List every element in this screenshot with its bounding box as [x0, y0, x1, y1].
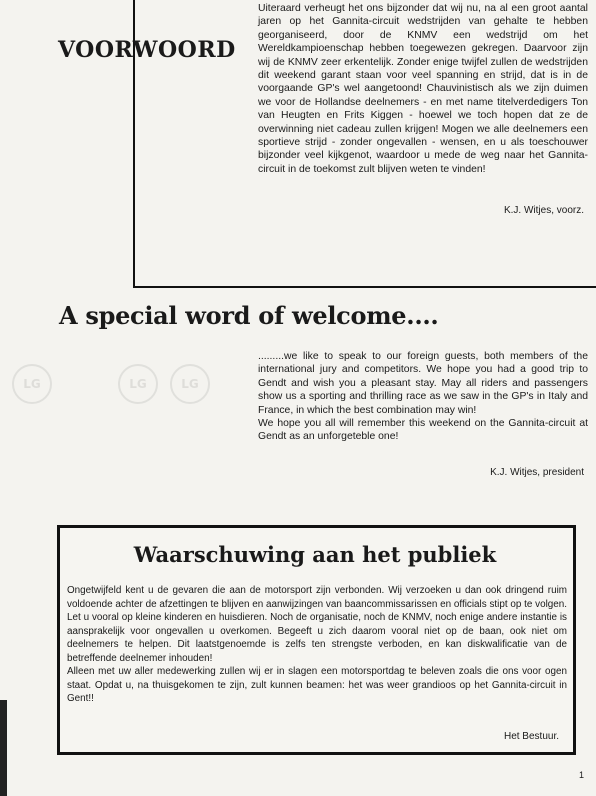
welcome-text — [258, 350, 588, 444]
welcome-paragraph: We hope you all will remember this weekend on the Gannita-circuit at Gendt as an unforgeteble one! — [258, 418, 588, 443]
bleed-logo-icon: LG — [118, 364, 158, 404]
voorwoord-signature: K.J. Witjes, voorz. — [503, 205, 584, 216]
welcome-heading: A special word of welcome.... — [59, 301, 439, 330]
bleed-logo-icon: LG — [12, 364, 52, 404]
bleed-logo-icon: LG — [170, 364, 210, 404]
divider-horizontal — [133, 286, 596, 288]
voorwoord-text: Uiteraard verheugt het ons bijzonder dat wij nu, na al een groot aantal jaren op het Gannita-circuit wedstrijden van gehalte te hebben georganiseerd, door de KNMV een wedstrijd om het Wereldkampioenschap hebben toegewezen gekregen. Daarvoor zijn wij de KNMV zeer erkentelijk. Zonder enige twijfel zullen de wedstrijden dit weekend garant staan voor veel spanning en strijd, dat is in de voorgaande GP's wel aangetoond! Chauvinistisch als we zijn duimen we voor de Hollandse deelnemers - en met name titelverdedigers Ton van Heugten en Frits Kiggen - hoewel we toch hopen dat ze de overwinning niet cadeau zullen krijgen! Mogen we alle deelnemers een sportieve strijd - zonder ongevallen - wensen, en u als toeschouwer bijzonder veel kijkgenot, waardoor u mede de weg naar het Gannita-circuit in de toekomst zult blijven weten te vinden! — [258, 3, 588, 175]
voorwoord-heading: VOORWOORD — [58, 37, 236, 63]
welcome-paragraph: .........we like to speak to our foreign guests, both members of the international jury and competitors. We hope you had a good trip to Gendt and wish you a pleasant stay. May all riders and passengers show us a sporting and thrilling race as we saw in the GP's in Italy and France, in which the best combination may win! — [258, 351, 588, 416]
warning-paragraph: Ongetwijfeld kent u de gevaren die aan de motorsport zijn verbonden. Wij verzoeken u dan ook dringend ruim voldoende achter de afzettingen te blijven en aanwijzingen van baancommissarissen en officials stipt op te volgen. Let u vooral op kleine kinderen en huisdieren. Noch de organisatie, noch de KNMV, noch enige andere instantie is aansprakelijk voor ongevallen u overkomen. Begeeft u zich daarom vooral niet op de baan, ook niet om deelnemers te helpen. Dit laatstgenoemde is zelfs ten strengste verboden, en kan diskwalificatie van de betreffende deelnemer inhouden! — [67, 585, 567, 664]
warning-heading: Waarschuwing aan het publiek — [133, 542, 497, 567]
warning-text — [67, 584, 567, 706]
warning-paragraph: Alleen met uw aller medewerking zullen wij er in slagen een motorsportdag te beleven zoals die ons voor ogen staat. Opdat u, na thuisgekomen te zijn, zult kunnen beamen: het was weer grandioos op het Gannita-circuit in Gent!! — [67, 666, 567, 704]
page-number: 1 — [579, 770, 585, 780]
page-edge-shadow — [0, 700, 7, 796]
warning-signature: Het Bestuur. — [503, 731, 559, 742]
warning-box — [57, 525, 576, 755]
welcome-signature: K.J. Witjes, president — [490, 467, 584, 478]
